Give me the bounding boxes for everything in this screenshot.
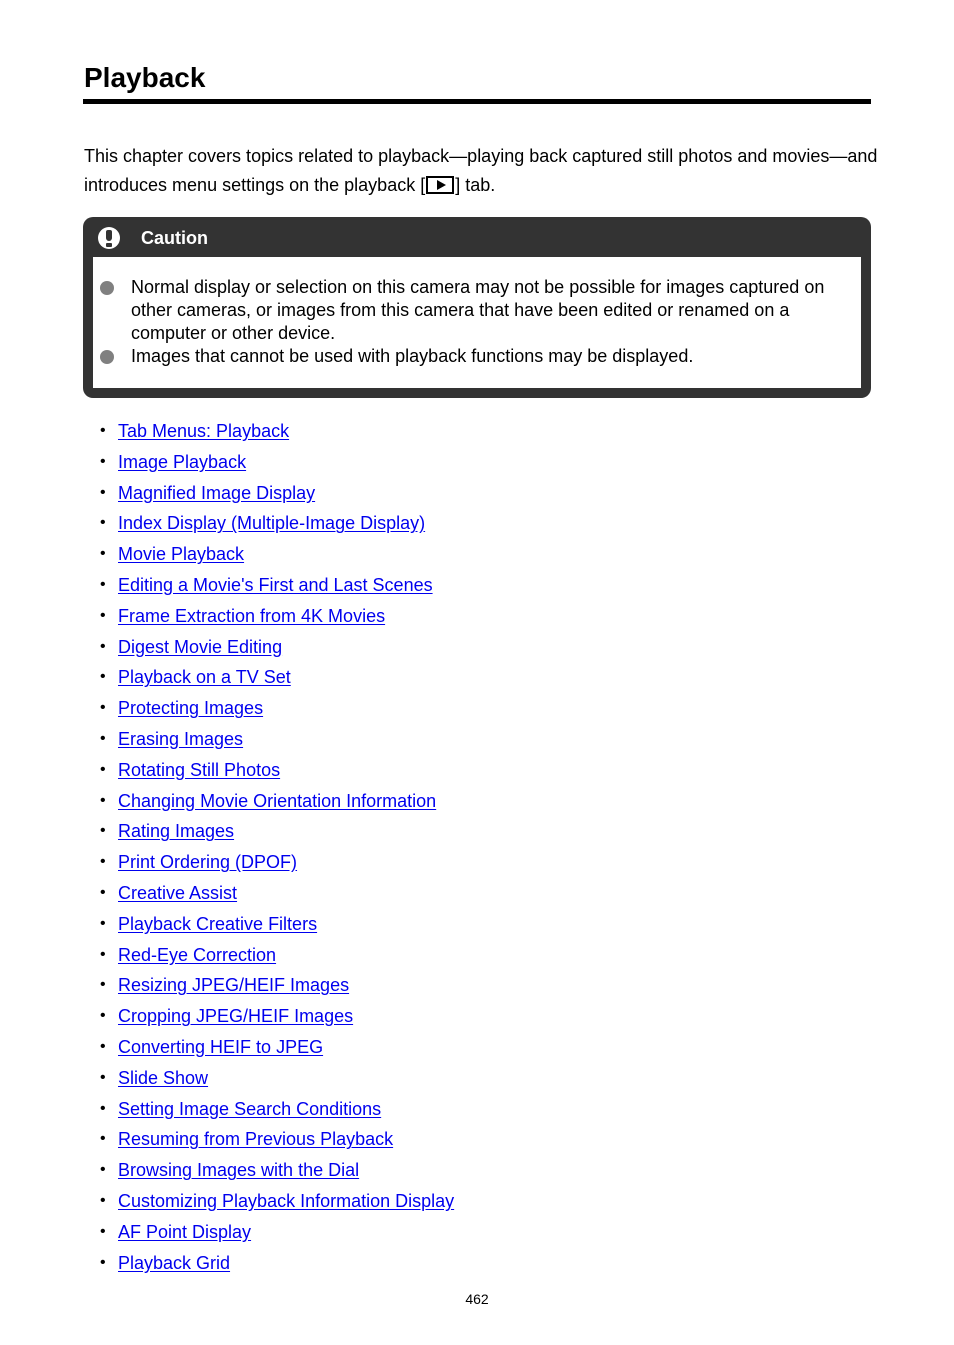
list-item (100, 478, 800, 509)
topic-link[interactable]: Frame Extraction from 4K Movies (118, 605, 386, 626)
intro-paragraph (84, 142, 884, 200)
topic-link[interactable]: Tab Menus: Playback (118, 421, 290, 441)
list-item (100, 632, 800, 663)
caution-item-text: Normal display or selection on this camera may not be possible for images captured on other cameras, or images from this camera that have been edited or renamed on a computer or other device. (131, 277, 825, 343)
topic-link-list (100, 416, 800, 1278)
list-item (100, 878, 800, 909)
bullet-dot-icon: • (100, 883, 106, 901)
list-item (100, 447, 800, 478)
topic-link[interactable]: Playback on a TV Set (118, 667, 291, 688)
topic-link[interactable]: Slide Show (118, 1067, 209, 1088)
topic-link[interactable]: Customizing Playback Information Display (118, 1190, 455, 1211)
bullet-dot-icon: • (100, 575, 106, 593)
topic-link[interactable]: Cropping JPEG/HEIF Images (118, 1006, 354, 1027)
topic-link[interactable]: Erasing Images (118, 728, 244, 749)
bullet-dot-icon: • (100, 729, 106, 747)
topic-link[interactable]: Rotating Still Photos (118, 759, 281, 780)
topic-link[interactable]: Converting HEIF to JPEG (118, 1036, 324, 1057)
list-item (100, 909, 800, 940)
list-item (100, 1094, 800, 1125)
page-number: 462 (465, 1291, 489, 1307)
bullet-dot-icon: • (100, 791, 106, 809)
caution-item-text: Images that cannot be used with playback functions may be displayed. (131, 346, 694, 366)
list-item (100, 1063, 800, 1094)
topic-link[interactable]: Editing a Movie's First and Last Scenes (118, 574, 433, 595)
caution-item (93, 276, 861, 345)
caution-item (93, 345, 861, 368)
bullet-dot-icon: • (100, 514, 106, 532)
topic-link[interactable]: Changing Movie Orientation Information (118, 790, 437, 811)
caution-body (93, 257, 861, 388)
caution-label: Caution (141, 228, 208, 248)
topic-link[interactable]: Browsing Images with the Dial (118, 1160, 360, 1181)
list-item (100, 662, 800, 693)
list-item (100, 724, 800, 755)
list-item (100, 786, 800, 817)
bullet-dot-icon: • (100, 1007, 106, 1025)
topic-link[interactable]: Setting Image Search Conditions (118, 1098, 382, 1119)
bullet-dot-icon: • (100, 483, 106, 501)
playback-tab-icon (426, 176, 454, 194)
list-item (100, 1001, 800, 1032)
caution-exclamation-icon (98, 227, 120, 249)
list-item (100, 601, 800, 632)
bullet-dot-icon: • (100, 822, 106, 840)
topic-link[interactable]: Print Ordering (DPOF) (118, 852, 298, 873)
gray-bullet-icon (100, 281, 114, 295)
intro-text-start: This chapter covers topics related to playback—playing back captured still photos and movies—and introduces menu settings on the playback [ (84, 146, 878, 195)
bullet-dot-icon: • (100, 760, 106, 778)
bullet-dot-icon: • (100, 668, 106, 686)
bullet-dot-icon: • (100, 1253, 106, 1271)
caution-list (93, 276, 861, 368)
list-item (100, 1124, 800, 1155)
topic-link[interactable]: Rating Images (118, 821, 235, 842)
bullet-dot-icon: • (100, 1161, 106, 1179)
list-item (100, 693, 800, 724)
list-item (100, 570, 800, 601)
list-item (100, 1186, 800, 1217)
list-item (100, 970, 800, 1001)
bullet-dot-icon: • (100, 452, 106, 470)
bullet-dot-icon: • (100, 1037, 106, 1055)
topic-link[interactable]: Index Display (Multiple-Image Display) (118, 513, 426, 534)
list-item (100, 416, 800, 447)
bullet-dot-icon: • (100, 914, 106, 932)
bullet-dot-icon: • (100, 1191, 106, 1209)
bullet-dot-icon: • (100, 976, 106, 994)
topic-link[interactable]: Movie Playback (118, 544, 245, 565)
bullet-dot-icon: • (100, 1099, 106, 1117)
topic-link[interactable]: Playback Creative Filters (118, 913, 318, 934)
list-item (100, 508, 800, 539)
bullet-dot-icon: • (100, 699, 106, 717)
list-item (100, 940, 800, 971)
list-item (100, 1032, 800, 1063)
bullet-dot-icon: • (100, 853, 106, 871)
topic-link[interactable]: Playback Grid (118, 1252, 231, 1273)
bullet-dot-icon: • (100, 545, 106, 563)
title-underline (83, 99, 871, 104)
bullet-dot-icon: • (100, 945, 106, 963)
list-item (100, 755, 800, 786)
topic-link[interactable]: AF Point Display (118, 1221, 252, 1242)
list-item (100, 1155, 800, 1186)
list-item (100, 847, 800, 878)
topic-link[interactable]: Magnified Image Display (118, 482, 316, 503)
bullet-dot-icon: • (100, 637, 106, 655)
list-item (100, 1217, 800, 1248)
bullet-dot-icon: • (100, 422, 106, 439)
list-item (100, 539, 800, 570)
topic-link[interactable]: Resizing JPEG/HEIF Images (118, 975, 350, 996)
topic-link[interactable]: Red-Eye Correction (118, 944, 277, 965)
topic-link[interactable]: Creative Assist (118, 882, 238, 903)
intro-text-end: ] tab. (455, 175, 496, 195)
bullet-dot-icon: • (100, 606, 106, 624)
page-title: Playback (84, 62, 206, 93)
topic-link[interactable]: Resuming from Previous Playback (118, 1129, 394, 1150)
list-item (100, 816, 800, 847)
caution-box (83, 217, 871, 398)
list-item (100, 1248, 800, 1279)
bullet-dot-icon: • (100, 1222, 106, 1240)
topic-link[interactable]: Digest Movie Editing (118, 636, 283, 657)
bullet-dot-icon: • (100, 1068, 106, 1086)
gray-bullet-icon (100, 350, 114, 364)
bullet-dot-icon: • (100, 1130, 106, 1148)
topic-link[interactable]: Protecting Images (118, 698, 264, 719)
topic-link[interactable]: Image Playback (118, 451, 247, 472)
